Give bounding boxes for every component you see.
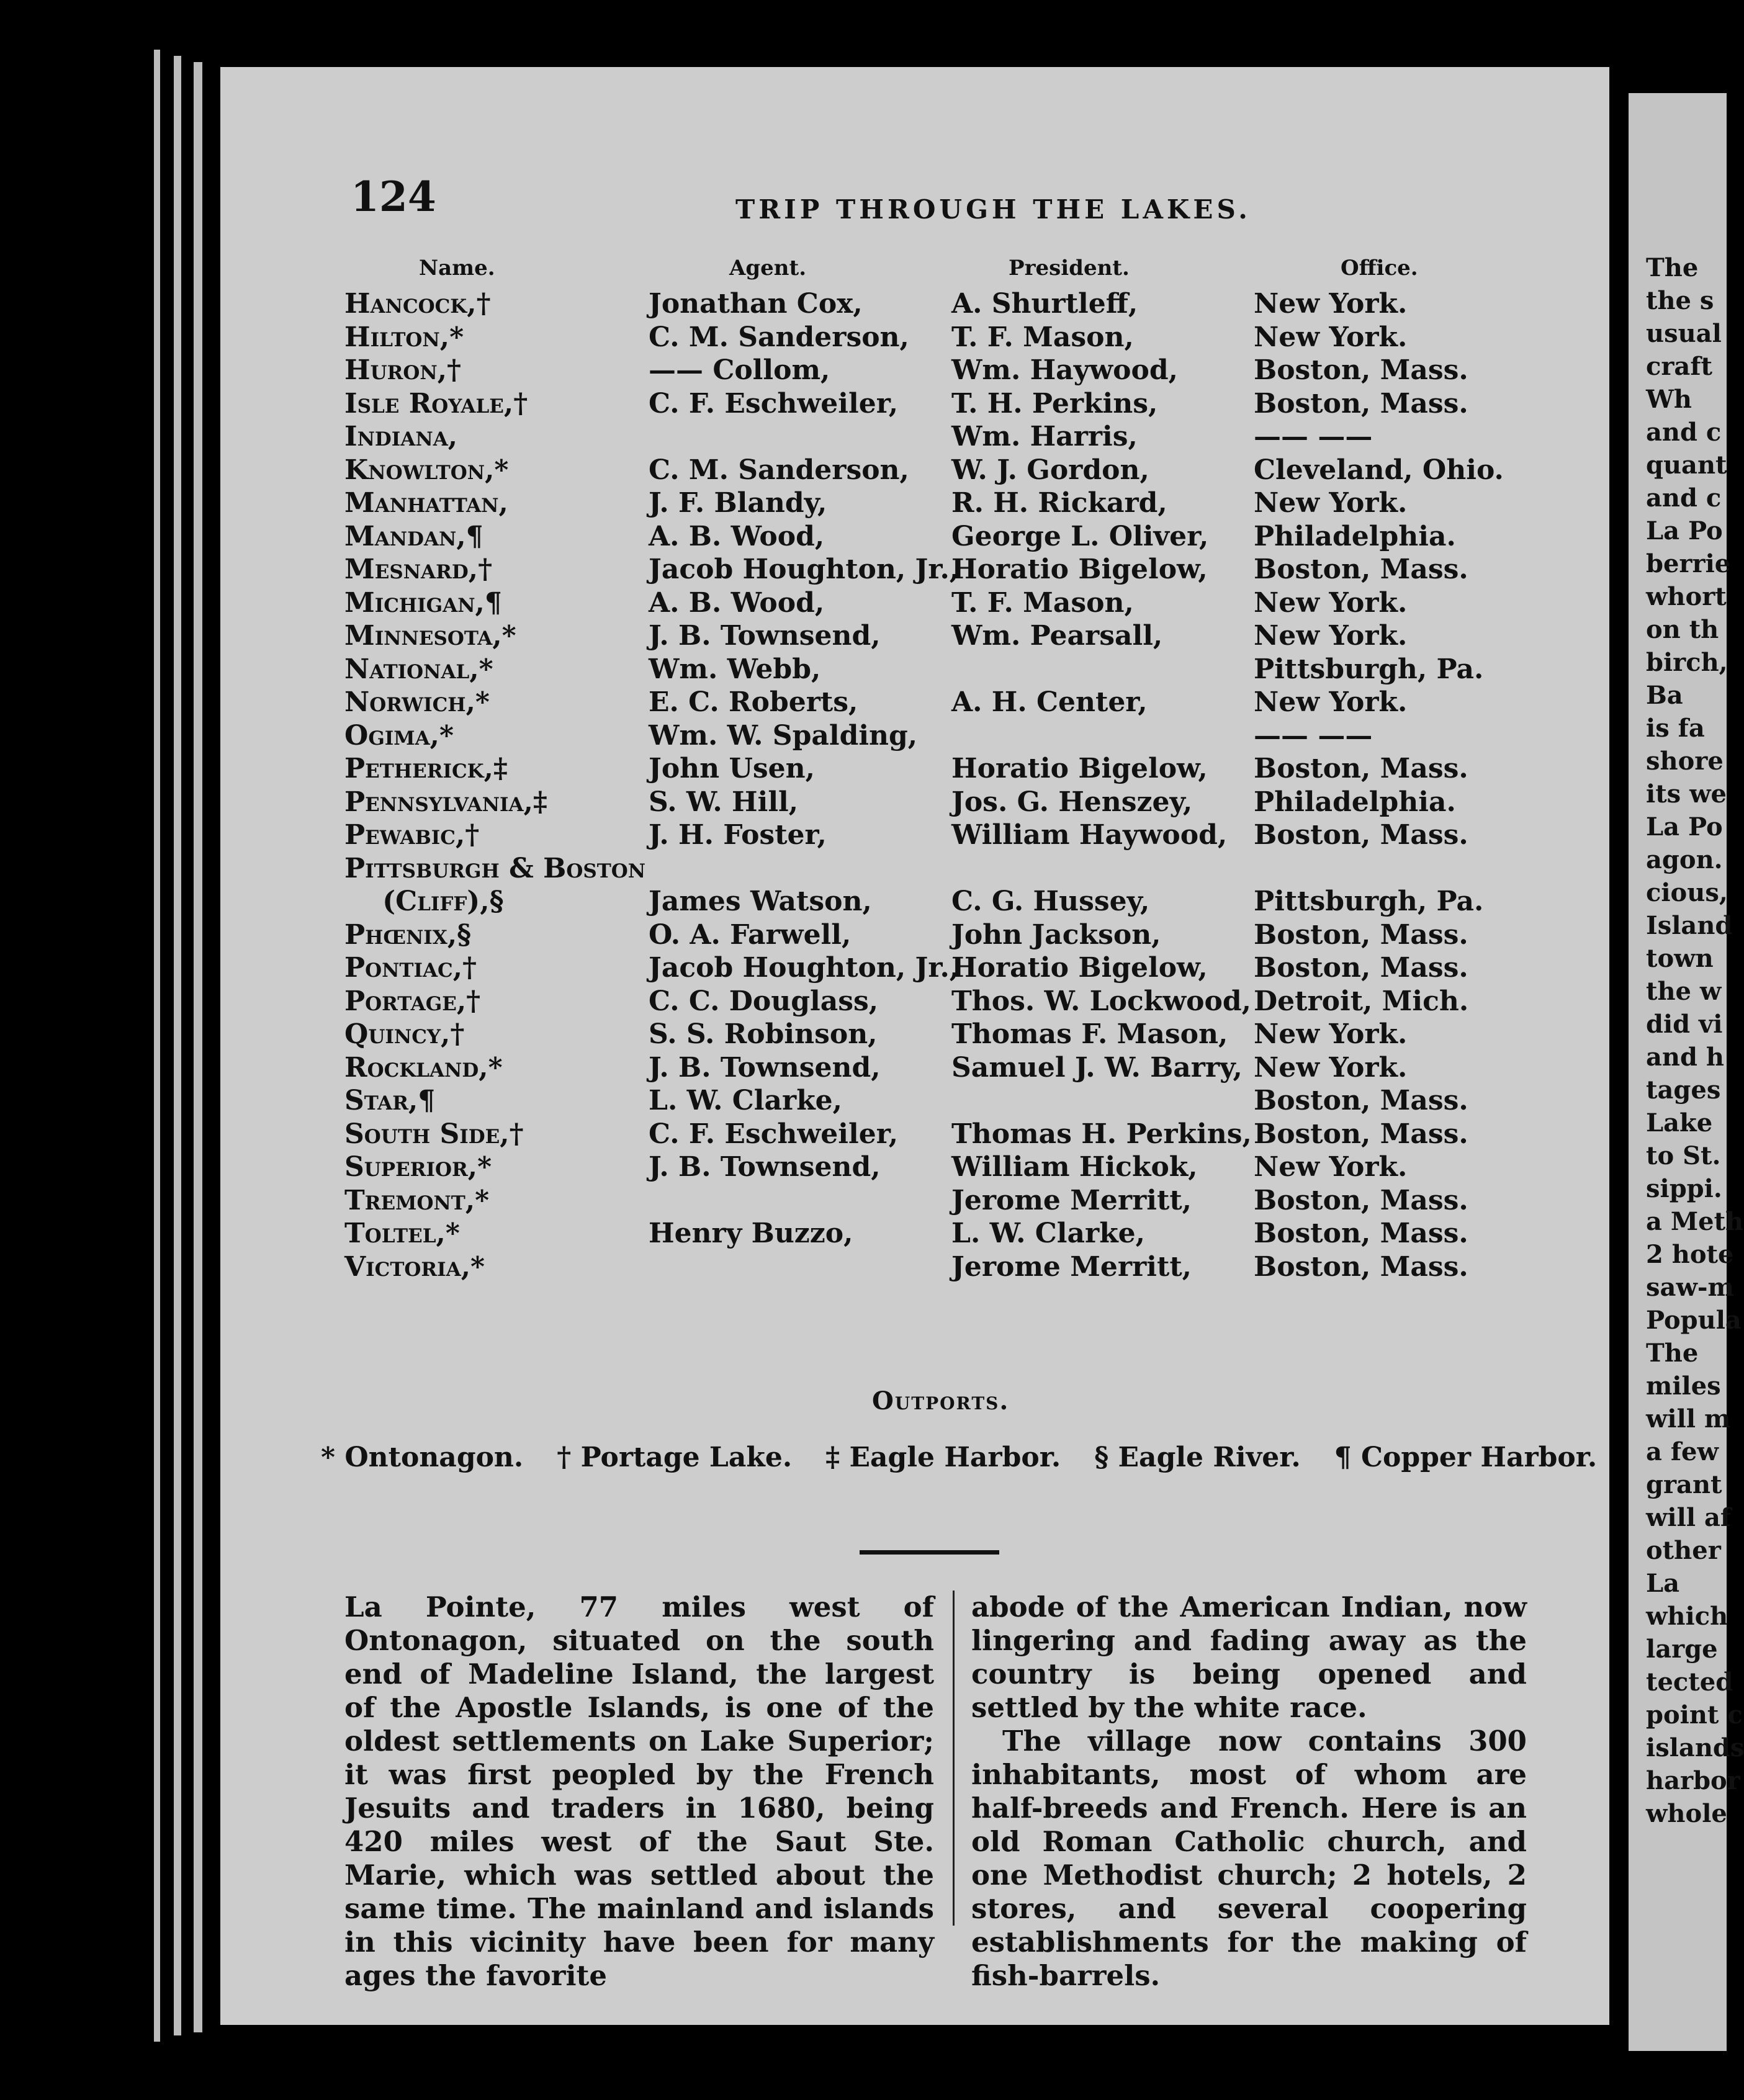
mine-name: Toltel,* (344, 1218, 460, 1249)
agent-name: S. W. Hill, (649, 786, 799, 818)
body-left-text: La Pointe, 77 miles west of Ontonagon, situated on the south end of Madeline Island, the largest of the Apostle Islands, is one of the oldest settlements on Lake Superior; it was first peopled by the French Jesuits and traders in 1680, being 420 miles west of the Saut Ste. Marie, which was settled about the same time. The mainland and islands in this vicinity have been for many ages the favorite (344, 1591, 934, 1992)
agent-name: O. A. Farwell, (649, 918, 852, 951)
mine-name: Victoria,* (344, 1250, 485, 1283)
office-location: Boston, Mass. (1254, 753, 1468, 784)
facing-line: other (1646, 1536, 1721, 1565)
agent-name: J. F. Blandy, (649, 487, 827, 519)
facing-line: which (1646, 1602, 1728, 1631)
president-name: Horatio Bigelow, (951, 554, 1208, 585)
mine-name: Tremont,* (344, 1184, 490, 1216)
president-name: Horatio Bigelow, (951, 753, 1208, 784)
president-name: A. Shurtleff, (951, 288, 1138, 320)
agent-name: —— Collom, (649, 354, 830, 386)
president-name: George L. Oliver, (951, 520, 1209, 552)
president-name (951, 653, 1252, 686)
agent-name (649, 1250, 959, 1284)
agent-name: J. B. Townsend, (649, 620, 881, 652)
facing-line: a Meth (1646, 1207, 1744, 1236)
header-office: Office. (1341, 256, 1418, 280)
mine-name: Manhattan, (344, 487, 508, 519)
facing-line: Ba (1646, 681, 1683, 710)
president-name: Jos. G. Henszey, (951, 786, 1193, 818)
facing-line: craft (1646, 352, 1713, 381)
agent-name: Jacob Houghton, Jr., (649, 554, 960, 585)
facing-line: and c (1646, 483, 1722, 513)
agent-name (649, 852, 959, 886)
facing-line: is fa (1646, 714, 1705, 743)
agent-name: A. B. Wood, (649, 520, 825, 552)
book-page (220, 67, 1609, 2025)
mine-name: Ogima,* (344, 719, 454, 752)
office-location: New York. (1254, 586, 1408, 619)
facing-page-text (1646, 251, 1744, 1830)
facing-line: tages (1646, 1075, 1721, 1105)
office-location: —— —— (1254, 421, 1373, 452)
facing-line: agon. (1646, 845, 1723, 874)
office-location: Boston, Mass. (1254, 1218, 1468, 1249)
office-location: New York. (1254, 1051, 1408, 1084)
mine-name: Indiana, (344, 421, 458, 452)
agent-name: J. H. Foster, (649, 819, 827, 851)
mine-name: Isle Royale,† (344, 387, 528, 420)
office-location: Boston, Mass. (1254, 1250, 1468, 1283)
mine-name: Portage,† (344, 985, 481, 1017)
agent-name: John Usen, (649, 753, 815, 784)
agent-name: C. M. Sanderson, (649, 454, 909, 486)
facing-line: The (1646, 253, 1699, 282)
president-name: A. H. Center, (951, 686, 1148, 718)
mine-name: Hilton,* (344, 321, 464, 353)
president-name: Samuel J. W. Barry, (951, 1051, 1243, 1084)
body-right-para-1: abode of the American Indian, now lingering and fading away as the country is being opened and settled by the white race. (971, 1591, 1527, 1724)
mine-name: Petherick,‡ (344, 753, 508, 784)
agent-name: S. S. Robinson, (649, 1018, 878, 1050)
office-location: Boston, Mass. (1254, 354, 1468, 386)
office-location: Boston, Mass. (1254, 554, 1468, 585)
column-offices (1254, 287, 1504, 1283)
office-location: Philadelphia. (1254, 520, 1456, 552)
facing-line: Lake (1646, 1108, 1713, 1138)
president-name (951, 1084, 1252, 1118)
facing-line: islands (1646, 1733, 1744, 1762)
page-stack-edge (154, 50, 160, 2042)
facing-line: on th (1646, 615, 1719, 644)
legend-item: ‡ Eagle Harbor. (825, 1442, 1061, 1473)
mine-name: National,* (344, 653, 493, 685)
office-location: New York. (1254, 321, 1408, 353)
agent-name: Jacob Houghton, Jr., (649, 952, 960, 984)
page-stack-edge (174, 56, 181, 2035)
agent-name: J. B. Townsend, (649, 1051, 881, 1084)
president-name: C. G. Hussey, (951, 886, 1150, 917)
president-name: W. J. Gordon, (951, 454, 1149, 486)
mine-name: Phœnix,§ (344, 918, 472, 951)
facing-line: sippi. (1646, 1174, 1722, 1203)
agent-name (649, 420, 959, 454)
president-name: Wm. Haywood, (951, 354, 1178, 386)
office-location: Philadelphia. (1254, 786, 1456, 818)
agent-name: James Watson, (649, 886, 872, 917)
facing-line: a few (1646, 1437, 1719, 1466)
mine-name: (Cliff),§ (344, 886, 504, 917)
office-location: New York. (1254, 487, 1408, 519)
president-name: R. H. Rickard, (951, 487, 1167, 519)
divider (860, 1550, 999, 1555)
office-location: New York. (1254, 686, 1408, 718)
mine-name: Pittsburgh & Boston (344, 852, 646, 884)
office-location (1254, 852, 1504, 886)
mine-name: Pennsylvania,‡ (344, 786, 547, 818)
facing-line: whole (1646, 1799, 1727, 1828)
office-location: New York. (1254, 1018, 1408, 1050)
mine-name: Mandan,¶ (344, 520, 483, 552)
facing-line: cious, (1646, 878, 1728, 907)
office-location: Boston, Mass. (1254, 1184, 1468, 1216)
president-name: T. F. Mason, (951, 321, 1134, 353)
office-location: Boston, Mass. (1254, 952, 1468, 984)
agent-name: A. B. Wood, (649, 586, 825, 619)
facing-line: usual (1646, 319, 1722, 348)
body-right-para-2: The village now contains 300 inhabitants, most of whom are half-breeds and French. Here is an old Roman Catholic church, and one Methodist church; 2 hotels, 2 stores, and several coopering establishments for the making of fish-barrels. (971, 1725, 1527, 1992)
facing-line: to St. (1646, 1141, 1721, 1170)
facing-line: 2 hote (1646, 1240, 1734, 1269)
president-name: Thomas F. Mason, (951, 1018, 1228, 1050)
facing-line: miles (1646, 1371, 1721, 1401)
facing-line: town (1646, 944, 1714, 973)
office-location: New York. (1254, 1151, 1408, 1183)
column-agents (649, 287, 959, 1283)
mine-name: Minnesota,* (344, 620, 516, 652)
facing-line: La Po (1646, 812, 1723, 841)
legend-item: ¶ Copper Harbor. (1334, 1442, 1598, 1473)
body-right-column (971, 1591, 1527, 1993)
header-president: President. (1009, 256, 1130, 280)
office-location: Boston, Mass. (1254, 1118, 1468, 1150)
mine-name: Quincy,† (344, 1018, 465, 1050)
office-location: Pittsburgh, Pa. (1254, 886, 1484, 917)
mine-name: Norwich,* (344, 686, 490, 718)
mine-name: Pewabic,† (344, 819, 480, 851)
office-location: Boston, Mass. (1254, 387, 1468, 420)
agent-name: Henry Buzzo, (649, 1218, 853, 1249)
president-name: John Jackson, (951, 918, 1161, 951)
outports-title: Outports. (872, 1386, 1010, 1416)
facing-line: La Po (1646, 516, 1723, 545)
facing-line: whort (1646, 582, 1727, 611)
office-location: Pittsburgh, Pa. (1254, 653, 1484, 685)
facing-line: tected (1646, 1667, 1733, 1697)
office-location: Boston, Mass. (1254, 819, 1468, 851)
facing-line: shore (1646, 747, 1724, 776)
header-name: Name. (419, 256, 495, 280)
office-location: Boston, Mass. (1254, 918, 1468, 951)
agent-name: Jonathan Cox, (649, 288, 863, 320)
president-name: Thos. W. Lockwood, (951, 985, 1251, 1017)
facing-line: large (1646, 1635, 1718, 1664)
office-location: Detroit, Mich. (1254, 985, 1469, 1017)
mine-name: Michigan,¶ (344, 586, 502, 619)
president-name: Jerome Merritt, (951, 1250, 1192, 1283)
office-location: —— —— (1254, 719, 1373, 752)
legend-item: † Portage Lake. (557, 1442, 793, 1473)
header-agent: Agent. (729, 256, 807, 280)
mine-name: South Side,† (344, 1118, 524, 1150)
facing-line: La (1646, 1569, 1680, 1598)
agent-name: L. W. Clarke, (649, 1085, 842, 1116)
facing-line: the s (1646, 286, 1714, 315)
facing-line: the w (1646, 977, 1722, 1006)
facing-page (1629, 93, 1744, 2051)
mine-name: Knowlton,* (344, 454, 509, 486)
body-left-column (344, 1591, 934, 1993)
facing-line: did vi (1646, 1010, 1723, 1039)
mine-name: Hancock,† (344, 288, 491, 320)
facing-line: and h (1646, 1043, 1724, 1072)
facing-line: The (1646, 1339, 1699, 1368)
president-name: Horatio Bigelow, (951, 952, 1208, 984)
facing-line: berrie (1646, 549, 1731, 578)
running-head: TRIP THROUGH THE LAKES. (735, 194, 1251, 225)
office-location: New York. (1254, 288, 1408, 320)
office-location: New York. (1254, 620, 1408, 652)
mine-name: Pontiac,† (344, 952, 477, 984)
office-location: Cleveland, Ohio. (1254, 454, 1504, 486)
facing-line: birch, (1646, 648, 1728, 677)
facing-line: harbor (1646, 1766, 1740, 1795)
president-name: William Haywood, (951, 819, 1228, 851)
column-divider (953, 1591, 955, 1926)
facing-line: saw-m (1646, 1273, 1734, 1302)
office-location: Boston, Mass. (1254, 1085, 1468, 1116)
agent-name: E. C. Roberts, (649, 686, 858, 718)
president-name: Jerome Merritt, (951, 1184, 1192, 1216)
mine-name: Superior,* (344, 1151, 492, 1183)
outports-legend (321, 1442, 1630, 1473)
president-name: William Hickok, (951, 1151, 1198, 1183)
facing-line: will af (1646, 1503, 1732, 1532)
president-name: L. W. Clarke, (951, 1218, 1145, 1249)
facing-line: quant (1646, 451, 1727, 480)
column-presidents (951, 287, 1252, 1283)
facing-line: Wh (1646, 385, 1692, 414)
facing-line: Island (1646, 911, 1733, 940)
president-name: T. F. Mason, (951, 586, 1134, 619)
agent-name: C. C. Douglass, (649, 985, 879, 1017)
facing-line: and c (1646, 418, 1722, 447)
mine-name: Mesnard,† (344, 554, 493, 585)
agent-name: J. B. Townsend, (649, 1151, 881, 1183)
legend-item: § Eagle River. (1094, 1442, 1301, 1473)
mine-name: Huron,† (344, 354, 462, 386)
column-names (344, 287, 645, 1283)
mine-name: Rockland,* (344, 1051, 503, 1084)
legend-item: * Ontonagon. (321, 1442, 524, 1473)
president-name: T. H. Perkins, (951, 387, 1158, 420)
president-name: Thomas H. Perkins, (951, 1118, 1252, 1150)
agent-name: Wm. Webb, (649, 653, 821, 685)
president-name: Wm. Harris, (951, 421, 1138, 452)
president-name (951, 719, 1252, 753)
agent-name: Wm. W. Spalding, (649, 719, 918, 752)
agent-name: C. F. Eschweiler, (649, 387, 899, 420)
facing-line: point c (1646, 1700, 1743, 1730)
facing-line: will m (1646, 1404, 1731, 1434)
agent-name: C. F. Eschweiler, (649, 1118, 899, 1150)
facing-line: Popula (1646, 1306, 1742, 1335)
page-number: 124 (351, 173, 436, 221)
facing-line: its we (1646, 779, 1727, 809)
facing-line: grant (1646, 1470, 1722, 1499)
page-stack-edge (194, 62, 202, 2032)
agent-name (649, 1184, 959, 1218)
president-name (951, 852, 1252, 886)
mine-name: Star,¶ (344, 1085, 436, 1116)
agent-name: C. M. Sanderson, (649, 321, 909, 353)
president-name: Wm. Pearsall, (951, 620, 1163, 652)
